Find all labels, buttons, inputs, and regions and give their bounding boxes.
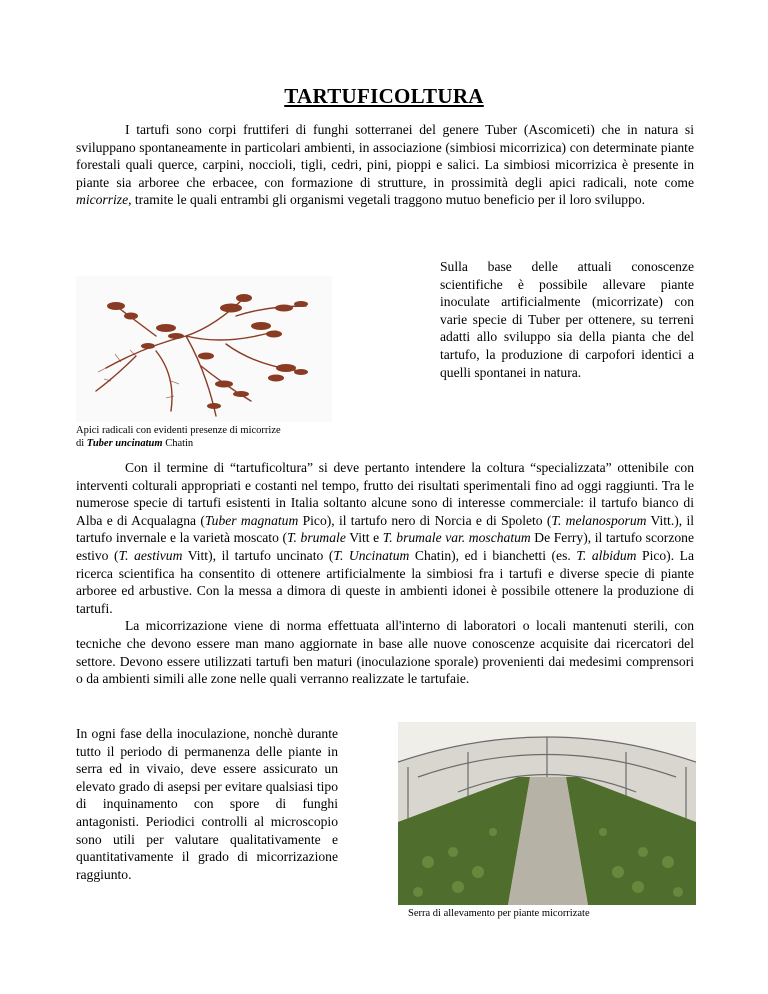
intro-term-micorrize: micorrize (76, 192, 129, 208)
greenhouse-illustration (398, 722, 696, 905)
caption1-line1: Apici radicali con evidenti presenze di micorrize (76, 425, 281, 436)
artificial-inoculation-paragraph: Sulla base delle attuali conoscenze scientifiche è possibile allevare piante inoculate artificialmente (micorrizate) con varie specie di Tuber per ottenere, su terreni adatti allo sviluppo sia della pianta che del tartufo, la produzione di carpofori identici a quelli spontanei in natura. (440, 259, 694, 380)
caption1-prefix: di (76, 438, 87, 449)
caption1-author: Chatin (162, 438, 194, 449)
greenhouse-photo (398, 722, 696, 905)
micorrizazione-paragraph: La micorrizazione viene di norma effettuata all'interno di laboratori o locali mantenuti sterili, con tecniche che devono essere man mano aggiornate in base alle nuove conoscenze acquisite dai ricercatori del settore. Devono essere utilizzati tartufi ben maturi (inoculazione sporale) provenienti dai medesimi comprensori o da ambienti simili alle zone nelle quali verranno realizzate le tartufaie. (76, 618, 694, 687)
truffle-species-section (76, 459, 694, 688)
page-title: TARTUFICOLTURA (284, 84, 484, 108)
greenhouse-photo-caption: Serra di allevamento per piante micorrizate (408, 908, 590, 919)
intro-text-b: , tramite le quali entrambi gli organismi vegetali traggono mutuo beneficio per il loro sviluppo. (128, 192, 646, 208)
asepsis-paragraph: In ogni fase della inoculazione, nonchè durante tutto il periodo di permanenza delle piante in serra ed in vivaio, deve essere assicurato un elevato grado di asepsi per evitare qualsiasi tipo di inquinamento con spore di funghi antagonisti. Periodici controlli al microscopio sono utili per valutare qualitativamente e quantitativamente il grado di micorrizazione raggiunto. (76, 726, 338, 882)
truffle-species-paragraph: Con il termine di “tartuficoltura” si deve pertanto intendere la coltura “specializzata” ottenibile con interventi colturali appropriati e costanti nel tempo, frutto dei risultati sperimentali fino ad oggi raggiunti. Tra le numerose specie di tartufi esistenti in Italia soltanto alcune sono di interesse commerciale: il tartufo bianco di Alba e di Acqualagna (Tuber magnatum Pico), il tartufo nero di Norcia e di Spoleto (T. melanosporum Vitt.), il tartufo invernale e la varietà moscato (T. brumale Vitt e T. brumale var. moschatum De Ferry), il tartufo scorzone estivo (T. aestivum Vitt), il tartufo uncinato (T. Uncinatum Chatin), ed i bianchetti (es. T. albidum Pico). La ricerca scientifica ha consentito di ottenere artificialmente la simbiosi fra i tartufi e diverse specie di piante arboree ed arbustive. Con la messa a dimora di queste in ambienti idonei è possibile ottenere la produzione di tartufi. (76, 460, 695, 616)
caption1-species: Tuber uncinatum (86, 438, 163, 449)
root-illustration (76, 276, 332, 422)
intro-paragraph (76, 121, 694, 209)
intro-text-a: I tartufi sono corpi fruttiferi di funghi sotterranei del genere Tuber (Ascomiceti) che in natura si sviluppano spontaneamente in particolari ambienti, in associazione (simbiosi micorrizica) con determinate piante forestali quali querce, carpini, noccioli, tigli, cedri, pini, pioppi e salici. La simbiosi micorrizica è presente in piante sia arboree che erbacee, con formazione di strutture, in prossimità degli apici radicali, note come (76, 122, 694, 190)
mycorrhiza-root-photo (76, 276, 332, 422)
root-photo-caption (76, 424, 376, 450)
